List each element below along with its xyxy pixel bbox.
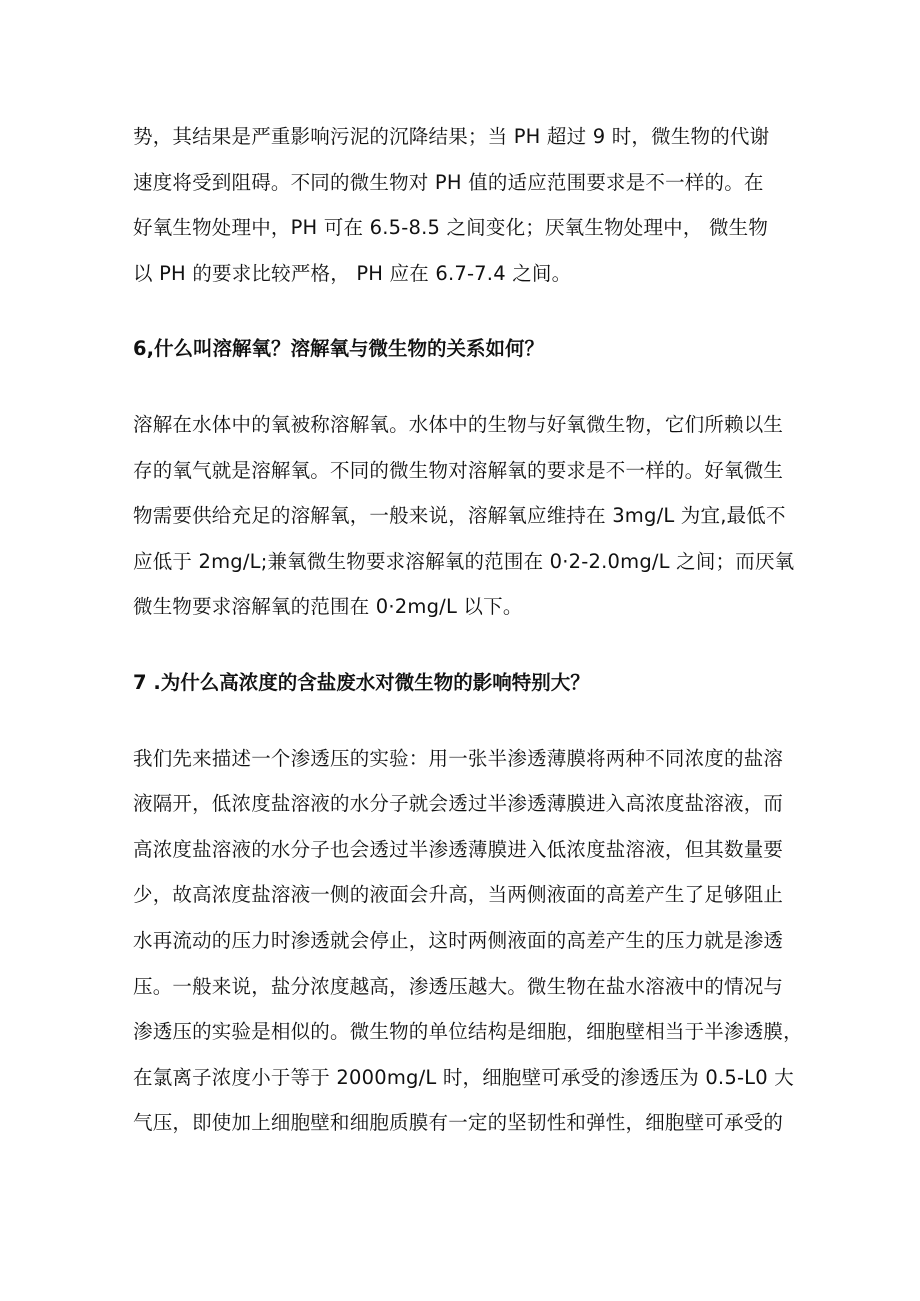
text-line: 速度将受到阻碍。不同的微生物对 PH 值的适应范围要求是不一样的。在: [133, 170, 764, 194]
text-line: 少，故高浓度盐溶液一侧的液面会升高，当两侧液面的高差产生了足够阻止: [133, 883, 784, 907]
text-line: 好氧生物处理中，PH 可在 6.5-8.5 之间变化；厌氧生物处理中， 微生物: [133, 216, 769, 240]
text-line: 在氯离子浓度小于等于 2000mg∕L 时，细胞壁可承受的渗透压为 0.5-L0 大: [133, 1065, 794, 1089]
text-line: 水再流动的压力时渗透就会停止，这时两侧液面的高差产生的压力就是渗透: [133, 928, 784, 952]
text-line: 我们先来描述一个渗透压的实验：用一张半渗透薄膜将两种不同浓度的盐溶: [133, 746, 784, 770]
paragraph-ph-range: [133, 114, 793, 296]
text-line: 渗透压的实验是相似的。微生物的单位结构是细胞，细胞壁相当于半渗透膜，: [133, 1020, 803, 1044]
text-line: 存的氧气就是溶解氧。不同的微生物对溶解氧的要求是不一样的。好氧微生: [133, 458, 784, 482]
text-line: 物需要供给充足的溶解氧，一般来说，溶解氧应维持在 3mg∕L 为宜,最低不: [133, 504, 786, 528]
text-line: 液隔开，低浓度盐溶液的水分子就会透过半渗透薄膜进入高浓度盐溶液，而: [133, 792, 784, 816]
section-heading-6: 6,什么叫溶解氧？溶解氧与微生物的关系如何？: [133, 337, 544, 361]
text-line: 微生物要求溶解氧的范围在 0·2mg∕L 以下。: [133, 595, 523, 619]
document-content: [133, 114, 803, 1146]
text-line: 高浓度盐溶液的水分子也会透过半渗透薄膜进入低浓度盐溶液，但其数量要: [133, 837, 784, 861]
text-line: 溶解在水体中的氧被称溶解氧。水体中的生物与好氧微生物，它们所赖以生: [133, 412, 784, 436]
section-heading-7: 7 .为什么高浓度的含盐废水对微生物的影响特别大？: [133, 670, 590, 694]
text-line: 以 PH 的要求比较严格， PH 应在 6.7-7.4 之间。: [133, 261, 572, 285]
text-line: 压。一般来说，盐分浓度越高，渗透压越大。微生物在盐水溶液中的情况与: [133, 974, 784, 998]
paragraph-dissolved-oxygen: [133, 402, 793, 630]
paragraph-osmotic-pressure: [133, 736, 803, 1146]
text-line: 气压，即使加上细胞壁和细胞质膜有一定的坚韧性和弹性，细胞壁可承受的: [133, 1111, 784, 1135]
text-line: 势，其结果是严重影响污泥的沉降结果；当 PH 超过 9 时，微生物的代谢: [133, 125, 770, 148]
text-line: 应低于 2mg∕L;兼氧微生物要求溶解氧的范围在 0·2-2.0mg∕L 之间；而厌氧: [133, 549, 795, 573]
